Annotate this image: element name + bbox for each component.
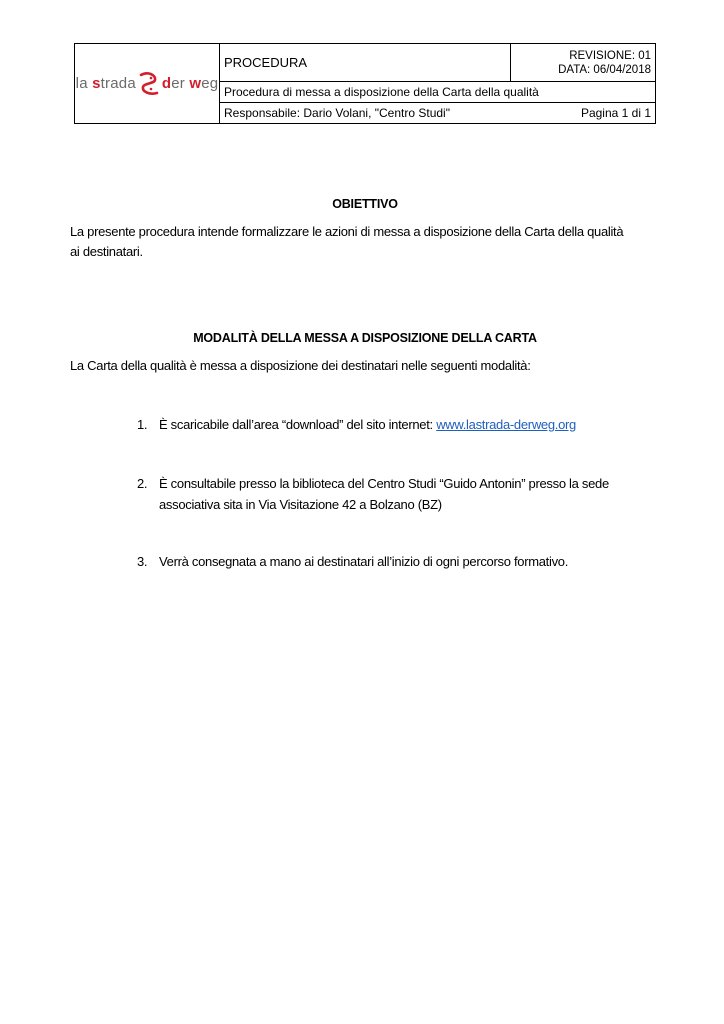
logo-text-right: der weg [161,75,219,92]
date-text: DATA: 06/04/2018 [558,63,651,76]
list-text-line-1: È consultabile presso la biblioteca del Centro Studi “Guido Antonin” presso la sede [159,476,609,491]
list-item [137,414,677,435]
revision-text: REVISIONE: 01 [569,49,651,62]
responsible-text: Responsabile: Dario Volani, "Centro Studi" [224,106,450,120]
revision-cell [511,44,656,82]
list-number: 1. [137,417,148,432]
header-table [74,43,656,124]
objective-line-1: La presente procedura intende formalizzare le azioni di messa a disposizione della Carta della qualità [70,224,624,239]
company-logo [75,45,219,123]
modality-heading: MODALITÀ DELLA MESSA A DISPOSIZIONE DELLA CARTA [193,331,537,345]
list-number: 3. [137,554,148,569]
list-number: 2. [137,476,148,491]
list-text: È scaricabile dall’area “download” del sito internet: [159,417,437,432]
procedure-label-cell [220,44,511,82]
procedure-title-cell [220,82,656,103]
objective-line-2: ai destinatari. [70,244,143,259]
responsible-cell [220,103,656,124]
logo-text-left: la strada [75,75,136,92]
objective-paragraph [70,222,660,262]
page-number: Pagina 1 di 1 [580,106,651,120]
list-item [137,473,677,515]
procedure-title: Procedura di messa a disposizione della Carta della qualità [224,85,539,99]
objective-heading: OBIETTIVO [332,197,398,211]
logo-cell [75,44,220,124]
website-link[interactable]: www.lastrada-derweg.org [436,417,576,432]
modality-intro: La Carta della qualità è messa a disposizione dei destinatari nelle seguenti modalità: [70,358,531,373]
lastrada-logo-icon [138,71,160,97]
procedure-label: PROCEDURA [224,55,308,70]
list-text-line-2: associativa sita in Via Visitazione 42 a Bolzano (BZ) [159,497,442,512]
list-item [137,551,677,572]
list-text: Verrà consegnata a mano ai destinatari all’inizio di ogni percorso formativo. [159,554,569,569]
